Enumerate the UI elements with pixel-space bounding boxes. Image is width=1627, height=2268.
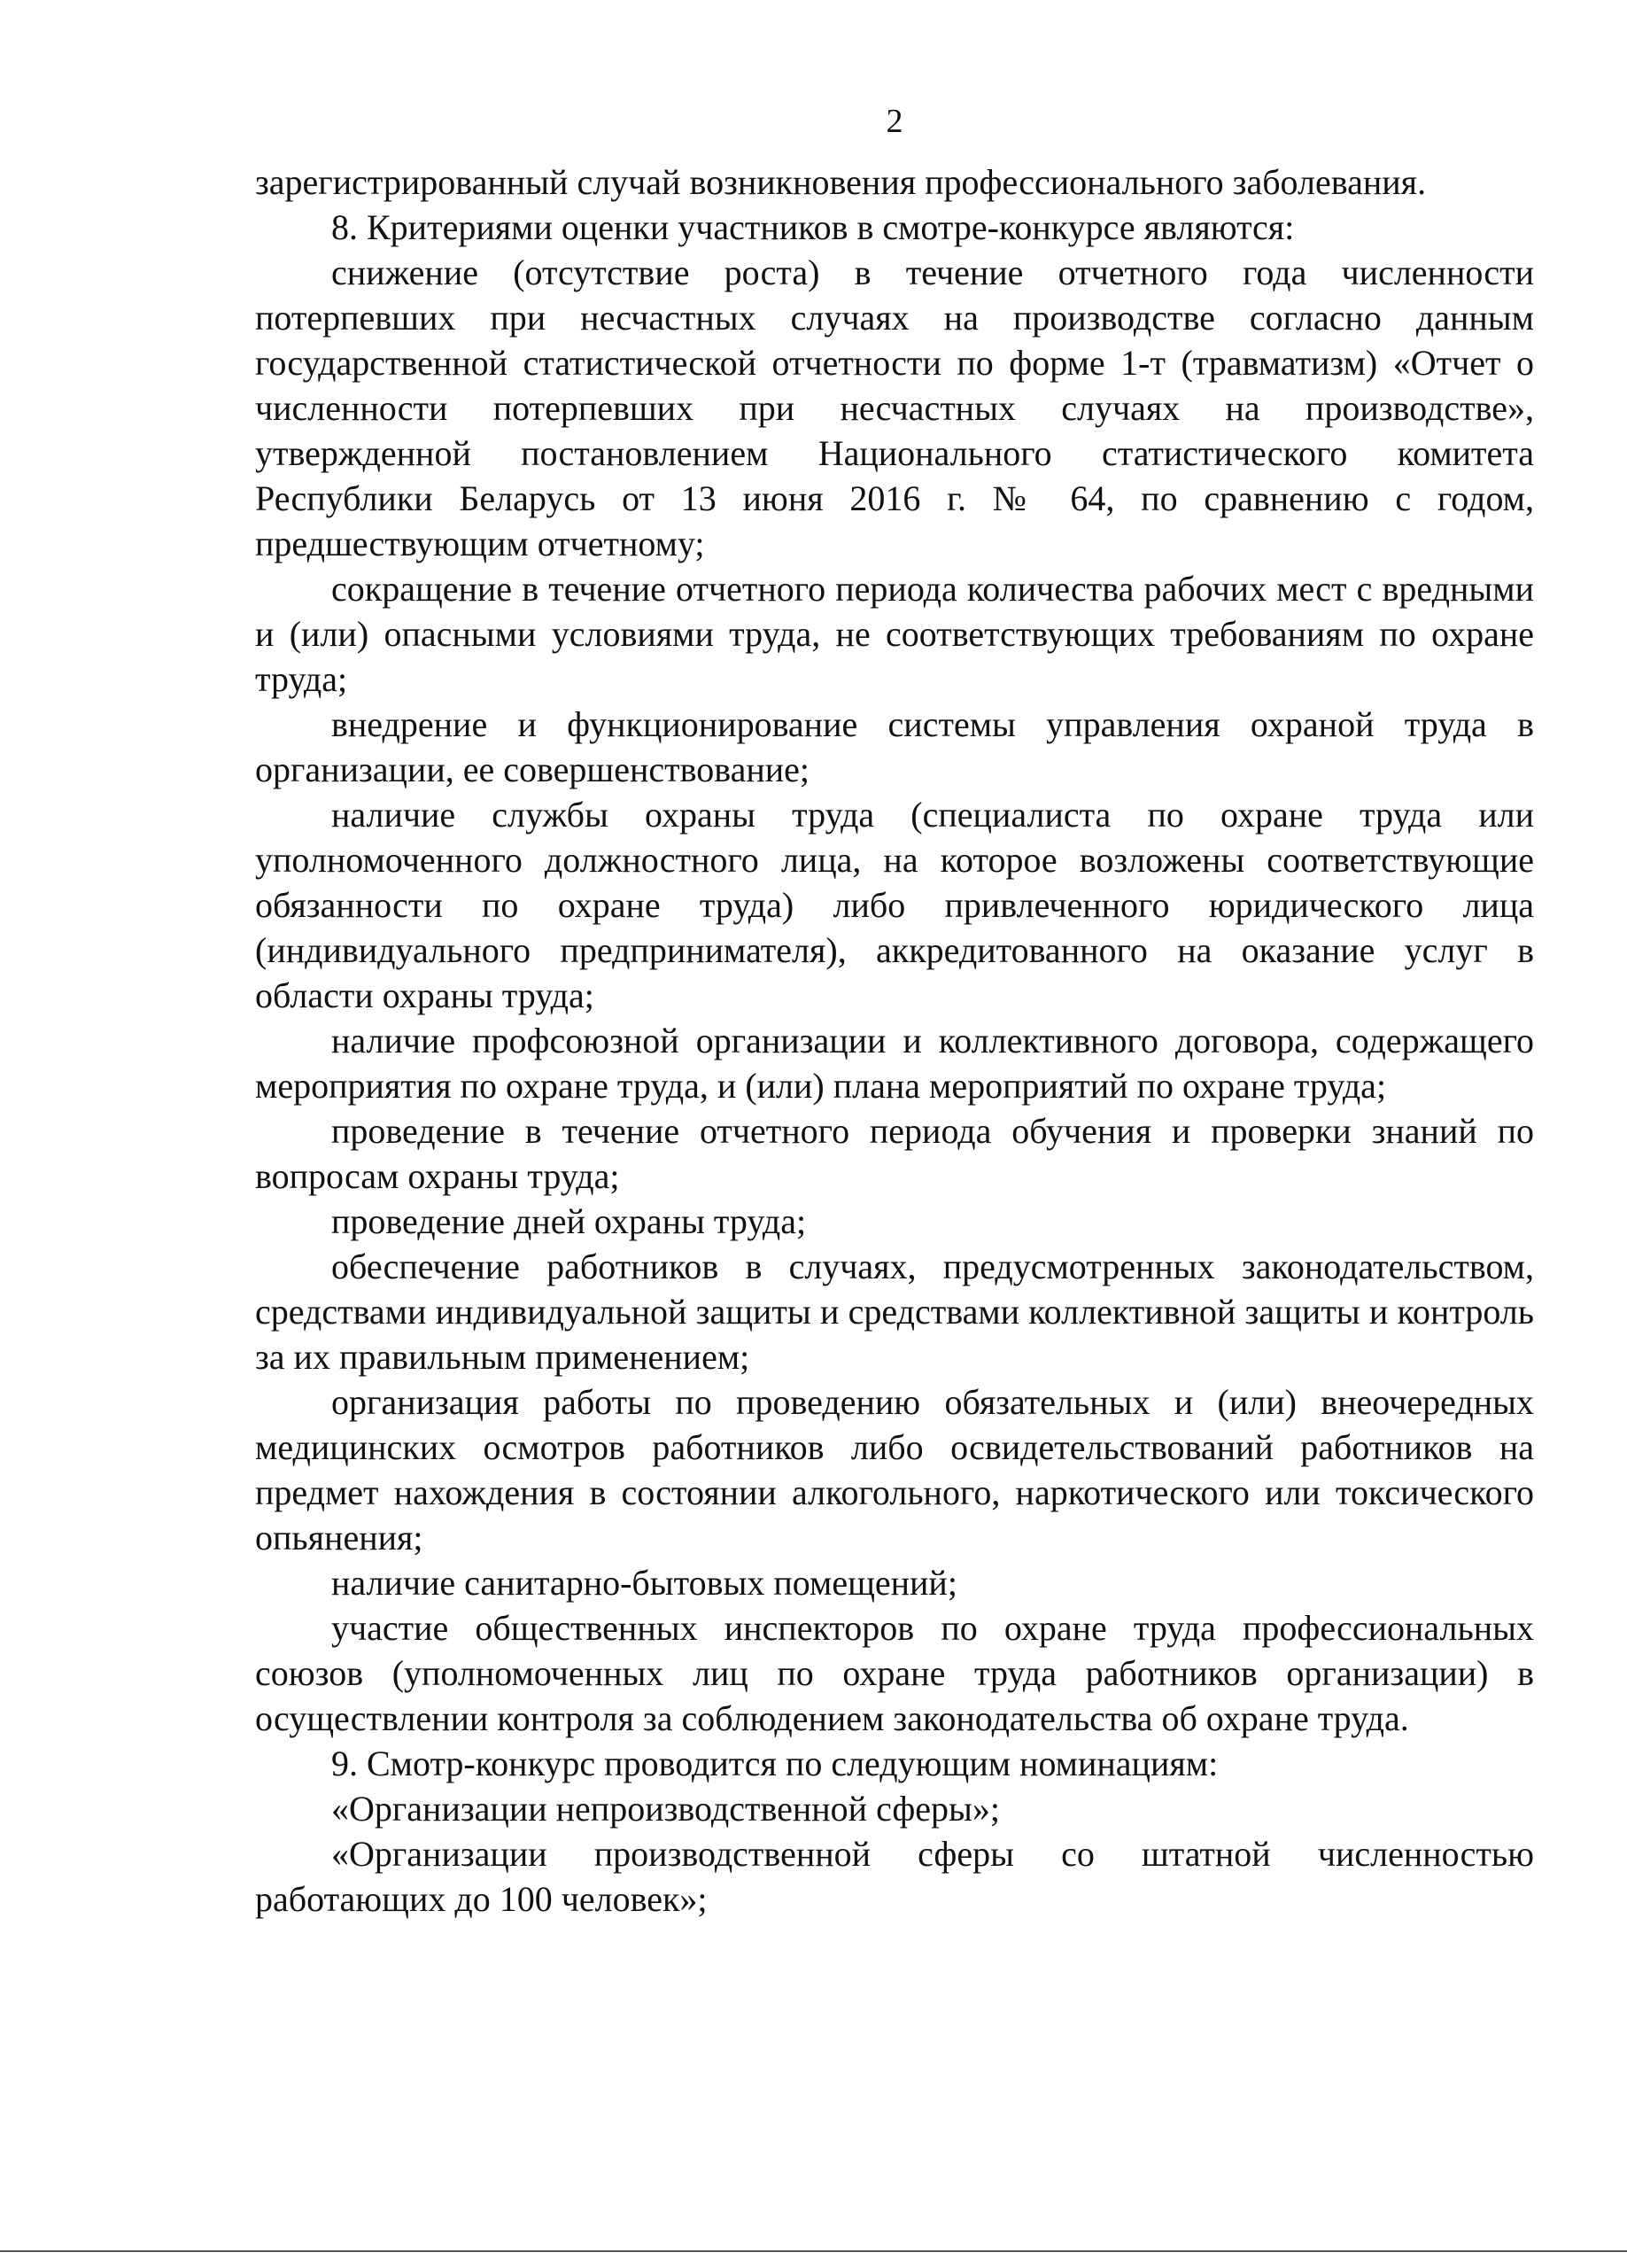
paragraph-occupational-disease-case: зарегистрированный случай возникновения профессионального заболевания. bbox=[255, 162, 1427, 202]
document-body bbox=[255, 159, 1534, 1922]
paragraph-trade-union: наличие профсоюзной организации и коллективного договора, содержащего мероприятия по охране труда, и (или) плана мероприятий по охране труда; bbox=[255, 1021, 1534, 1106]
paragraph-safety-days: проведение дней охраны труда; bbox=[331, 1201, 807, 1241]
paragraph-nomination-production-100: «Организации производственной сферы со штатной численностью работающих до 100 человек»; bbox=[255, 1834, 1534, 1919]
paragraph-nominations-heading: 9. Смотр-конкурс проводится по следующим номинациям: bbox=[331, 1744, 1219, 1783]
paragraph-management-system: внедрение и функционирование системы управления охраной труда в организации, ее совершенствование; bbox=[255, 704, 1534, 789]
page-number: 2 bbox=[886, 103, 903, 140]
paragraph-sanitary-facilities: наличие санитарно-бытовых помещений; bbox=[331, 1563, 957, 1603]
paragraph-public-inspectors: участие общественных инспекторов по охране труда профессиональных союзов (уполномоченных лиц по охране труда работников организации) в осуществлении контроля за соблюдением законодательства об охране труда. bbox=[255, 1608, 1534, 1738]
paragraph-injury-reduction: снижение (отсутствие роста) в течение отчетного года численности потерпевших при несчастных случаях на производстве согласно данным государственной статистической отчетности по форме 1-т (травматизм) «Отчет о численности потерпевших при несчастных случаях на производстве», утвержденной постановлением Национального статистического комитета Республики Беларусь от 13 июня 2016 г. № 64, по сравнению с годом, предшествующим отчетному; bbox=[255, 252, 1534, 563]
paragraph-safety-service: наличие службы охраны труда (специалиста по охране труда или уполномоченного должностного лица, на которое возложены соответствующие обязанности по охране труда) либо привлеченного юридического лица (индивидуального предпринимателя), аккредитованного на оказание услуг в области охраны труда; bbox=[255, 795, 1534, 1015]
paragraph-nomination-non-production: «Организации непроизводственной сферы»; bbox=[331, 1789, 1000, 1829]
paragraph-medical-exams: организация работы по проведению обязательных и (или) внеочередных медицинских осмотров работников либо освидетельствований работников на предмет нахождения в состоянии алкогольного, наркотического или токсического опьянения; bbox=[255, 1382, 1534, 1557]
paragraph-protective-equipment: обеспечение работников в случаях, предусмотренных законодательством, средствами индивидуальной защиты и средствами коллективной защиты и контроль за их правильным применением; bbox=[255, 1247, 1534, 1377]
paragraph-hazardous-workplaces: сокращение в течение отчетного периода количества рабочих мест с вредными и (или) опасными условиями труда, не соответствующих требованиям по охране труда; bbox=[255, 569, 1534, 699]
paragraph-criteria-heading: 8. Критериями оценки участников в смотре-конкурсе являются: bbox=[331, 207, 1295, 247]
scan-bottom-edge bbox=[0, 2250, 1627, 2252]
paragraph-training: проведение в течение отчетного периода обучения и проверки знаний по вопросам охраны труда; bbox=[255, 1111, 1534, 1196]
